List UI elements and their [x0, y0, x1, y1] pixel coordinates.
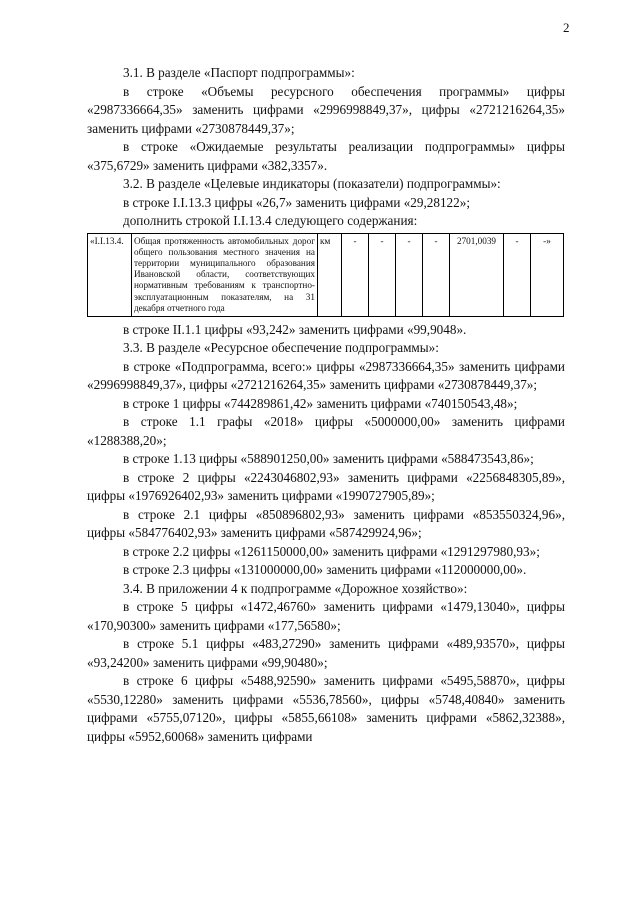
paragraph-row-2-3: в строке 2.3 цифры «131000000,00» заменить цифрами «112000000,00».: [123, 562, 527, 578]
paragraph-appendix-row-5: в строке 5 цифры «1472,46760» заменить цифрами «1479,13040», цифры «170,90300» заменить цифрами «177,56580»;: [87, 599, 565, 633]
paragraph-expected-results: в строке «Ожидаемые результаты реализации подпрограммы» цифры «375,6729» заменить цифрами «382,3357».: [87, 139, 565, 173]
paragraph-row-1-13: в строке 1.13 цифры «588901250,00» заменить цифрами «588473543,86»;: [123, 451, 534, 467]
table-cell-code: «I.I.13.4.: [88, 233, 132, 316]
table-cell-value: 2701,0039: [450, 233, 504, 316]
section-heading-3-4: 3.4. В приложении 4 к подпрограмме «Дорожное хозяйство»:: [123, 580, 468, 596]
table-cell-value: -: [342, 233, 369, 316]
table-cell-unit: км: [318, 233, 342, 316]
paragraph-row-2-1: в строке 2.1 цифры «850896802,93» заменить цифрами «853550324,96», цифры «584776402,93» заменить цифрами «587429924,96»;: [87, 506, 565, 541]
section-heading-3-3: 3.3. В разделе «Ресурсное обеспечение подпрограммы»:: [123, 340, 439, 356]
section-heading-3-2: 3.2. В разделе «Целевые индикаторы (показатели) подпрограммы»:: [123, 176, 501, 191]
table-cell-value: -: [396, 233, 423, 316]
indicator-table: [87, 233, 564, 317]
paragraph-row-2-2: в строке 2.2 цифры «1261150000,00» заменить цифрами «1291297980,93»;: [123, 543, 540, 559]
paragraph-row-1-1-13-3: в строке I.I.13.3 цифры «26,7» заменить цифрами «29,28122»;: [123, 194, 471, 210]
paragraph-appendix-row-6: в строке 6 цифры «5488,92590» заменить цифрами «5495,58870», цифры «5530,12280» заменить цифрами «5536,78560», цифры «5748,40840» заменить цифрами «5755,07120», цифры «5855,66108» заменить цифрами «5862,32388», цифры «5952,60068» заменить цифрами: [87, 673, 565, 744]
table-cell-value: -: [504, 233, 531, 316]
table-row: [88, 233, 564, 316]
paragraph-row-2-1-1: в строке II.1.1 цифры «93,242» заменить цифрами «99,9048».: [123, 321, 467, 337]
paragraph-subprogram-total: в строке «Подпрограмма, всего:» цифры «2987336664,35» заменить цифрами «2996998849,37», цифры «2721216264,35» заменить цифрами «2730878449,37»;: [87, 358, 565, 393]
table-cell-value: -: [423, 233, 450, 316]
paragraph-appendix-row-5-1: в строке 5.1 цифры «483,27290» заменить цифрами «489,93570», цифры «93,24200» заменить цифрами «99,90480»;: [87, 636, 565, 670]
paragraph-add-row: дополнить строкой I.I.13.4 следующего содержания:: [123, 213, 418, 228]
table-cell-description: Общая протяженность автомобильных дорог общего пользования местного значения на территории муниципального образования Ивановской области, соответствующих нормативным требованиям к транспортно-эксплуатационным показателям, на 31 декабря отчетного года: [132, 233, 318, 316]
table-cell-value: -: [369, 233, 396, 316]
paragraph-row-2: в строке 2 цифры «2243046802,93» заменить цифрами «2256848305,89», цифры «1976926402,93» заменить цифрами «1990727905,89»;: [87, 469, 565, 504]
table-cell-value: -»: [531, 233, 564, 316]
page-number: 2: [563, 20, 570, 35]
paragraph-row-1: в строке 1 цифры «744289861,42» заменить цифрами «740150543,48»;: [123, 395, 518, 411]
paragraph-row-1-1: в строке 1.1 графы «2018» цифры «5000000,00» заменить цифрами «1288388,20»;: [87, 414, 565, 448]
section-heading-3-1: 3.1. В разделе «Паспорт подпрограммы»:: [123, 65, 355, 80]
document-body: [87, 64, 565, 746]
paragraph-resources-volume: в строке «Объемы ресурсного обеспечения программы» цифры «2987336664,35» заменить цифрами «2996998849,37», цифры «2721216264,35» заменить цифрами «2730878449,37»;: [87, 83, 565, 136]
